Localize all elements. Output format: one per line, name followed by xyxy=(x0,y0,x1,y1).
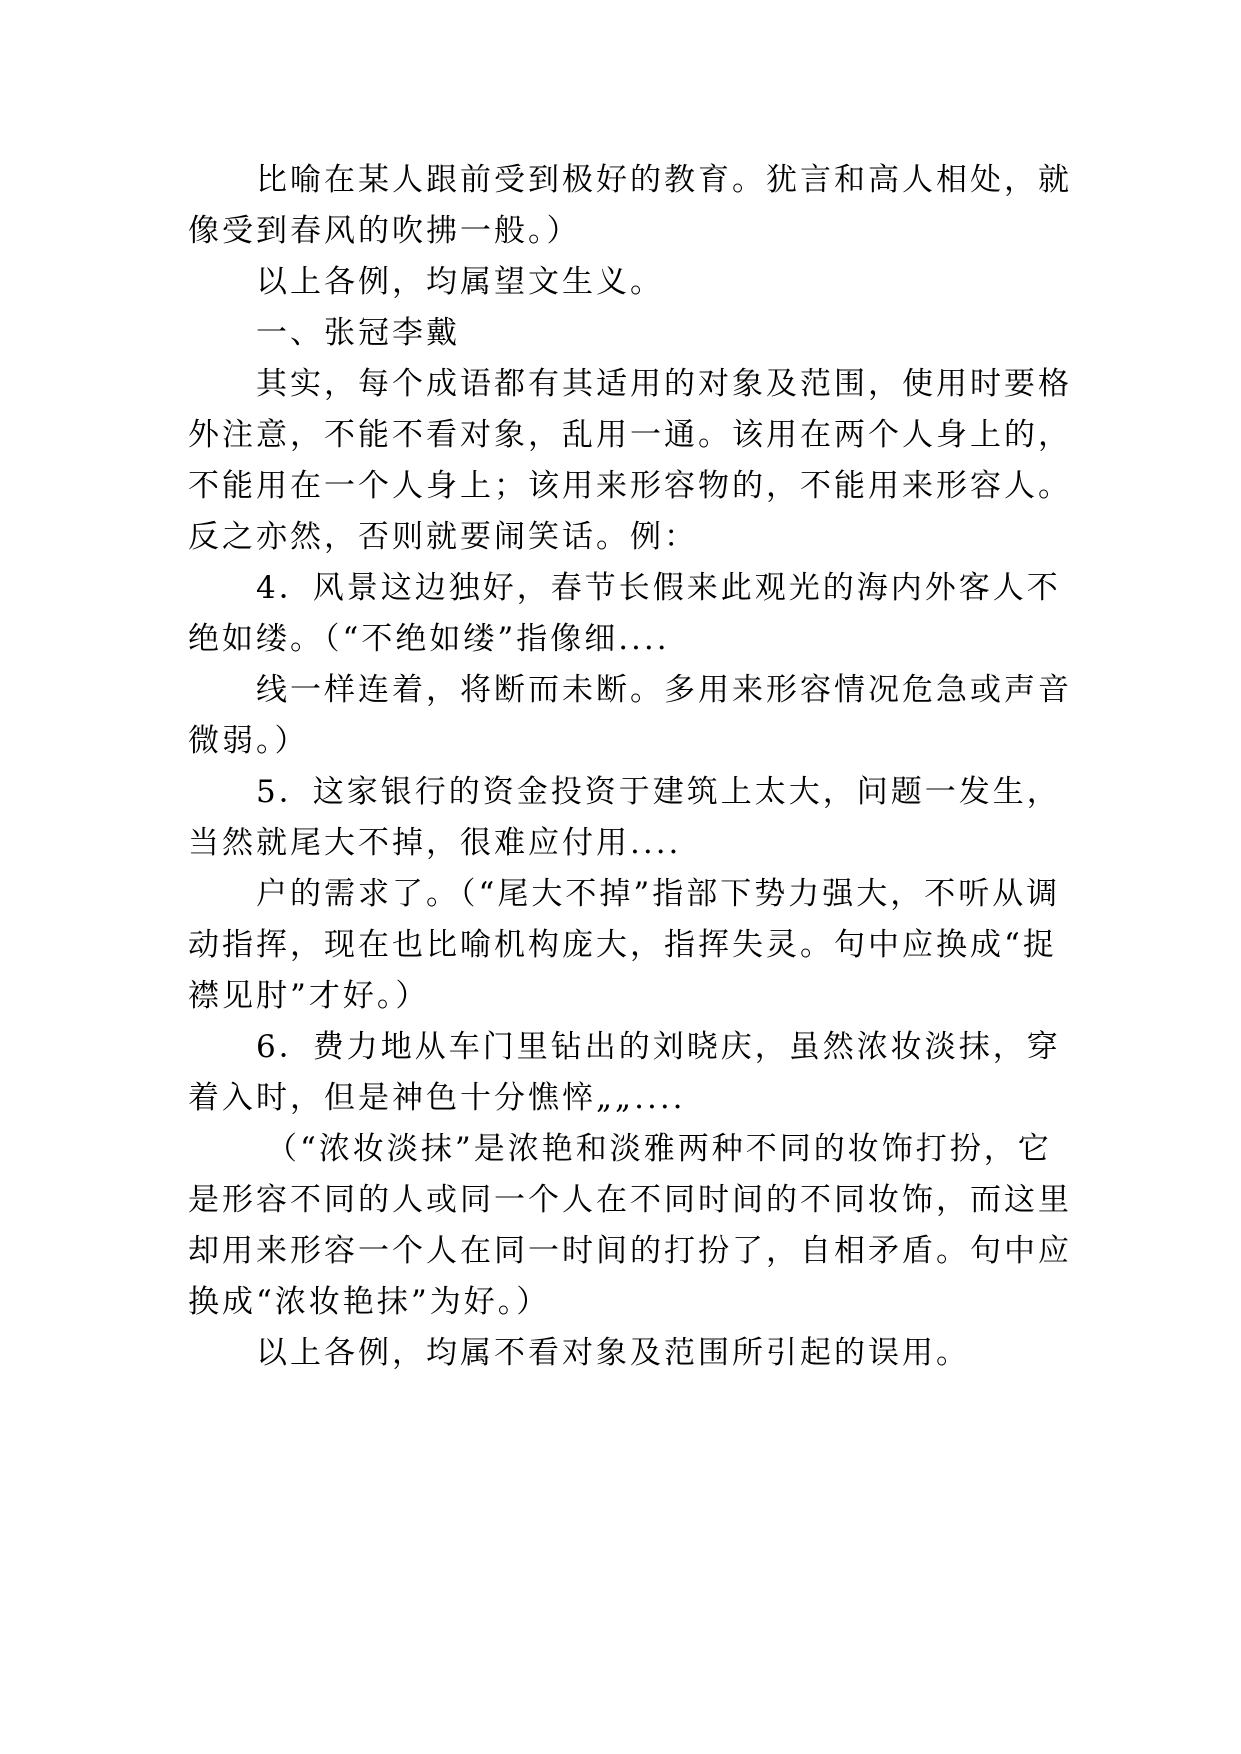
paragraph-line: 反之亦然，否则就要闹笑话。例： xyxy=(188,519,698,555)
example-line: （“浓妆淡抹”是浓艳和淡雅两种不同的妆饰打扮，它 xyxy=(266,1131,1052,1167)
example-line: 绝如缕。（“不绝如缕”指像细.... xyxy=(188,621,670,657)
example-line: 5．这家银行的资金投资于建筑上太大，问题一发生， xyxy=(256,774,1061,810)
paragraph-line: 外注意，不能不看对象，乱用一通。该用在两个人身上的， xyxy=(188,417,1072,453)
paragraph-line: 不能用在一个人身上；该用来形容物的，不能用来形容人。 xyxy=(188,468,1072,504)
example-line: 着入时，但是神色十分憔悴„„.... xyxy=(188,1080,686,1116)
paragraph-line: 以上各例，均属不看对象及范围所引起的误用。 xyxy=(256,1335,970,1371)
paragraph-line: 比喻在某人跟前受到极好的教育。犹言和高人相处，就 xyxy=(256,162,1072,198)
example-line: 户的需求了。（“尾大不掉”指部下势力强大，不听从调 xyxy=(256,876,1061,912)
example-line: 换成“浓妆艳抹”为好。） xyxy=(188,1284,551,1320)
example-line: 线一样连着，将断而未断。多用来形容情况危急或声音 xyxy=(256,672,1072,708)
example-line: 微弱。） xyxy=(188,723,309,759)
paragraph-line: 像受到春风的吹拂一般。） xyxy=(188,213,581,249)
example-line: 襟见肘”才好。） xyxy=(188,978,430,1014)
paragraph-line: 以上各例，均属望文生义。 xyxy=(256,264,664,300)
example-line: 6．费力地从车门里钻出的刘晓庆，虽然浓妆淡抹，穿 xyxy=(256,1029,1061,1065)
example-line: 却用来形容一个人在同一时间的打扮了，自相矛盾。句中应 xyxy=(188,1233,1072,1269)
example-line: 动指挥，现在也比喻机构庞大，指挥失灵。句中应换成“捉 xyxy=(188,927,1057,963)
section-heading: 一、张冠李戴 xyxy=(256,315,460,351)
example-line: 当然就尾大不掉，很难应付用.... xyxy=(188,825,682,861)
example-line: 4．风景这边独好，春节长假来此观光的海内外客人不 xyxy=(256,570,1061,606)
paragraph-line: 其实，每个成语都有其适用的对象及范围，使用时要格 xyxy=(256,366,1072,402)
example-line: 是形容不同的人或同一个人在不同时间的不同妆饰，而这里 xyxy=(188,1182,1072,1218)
